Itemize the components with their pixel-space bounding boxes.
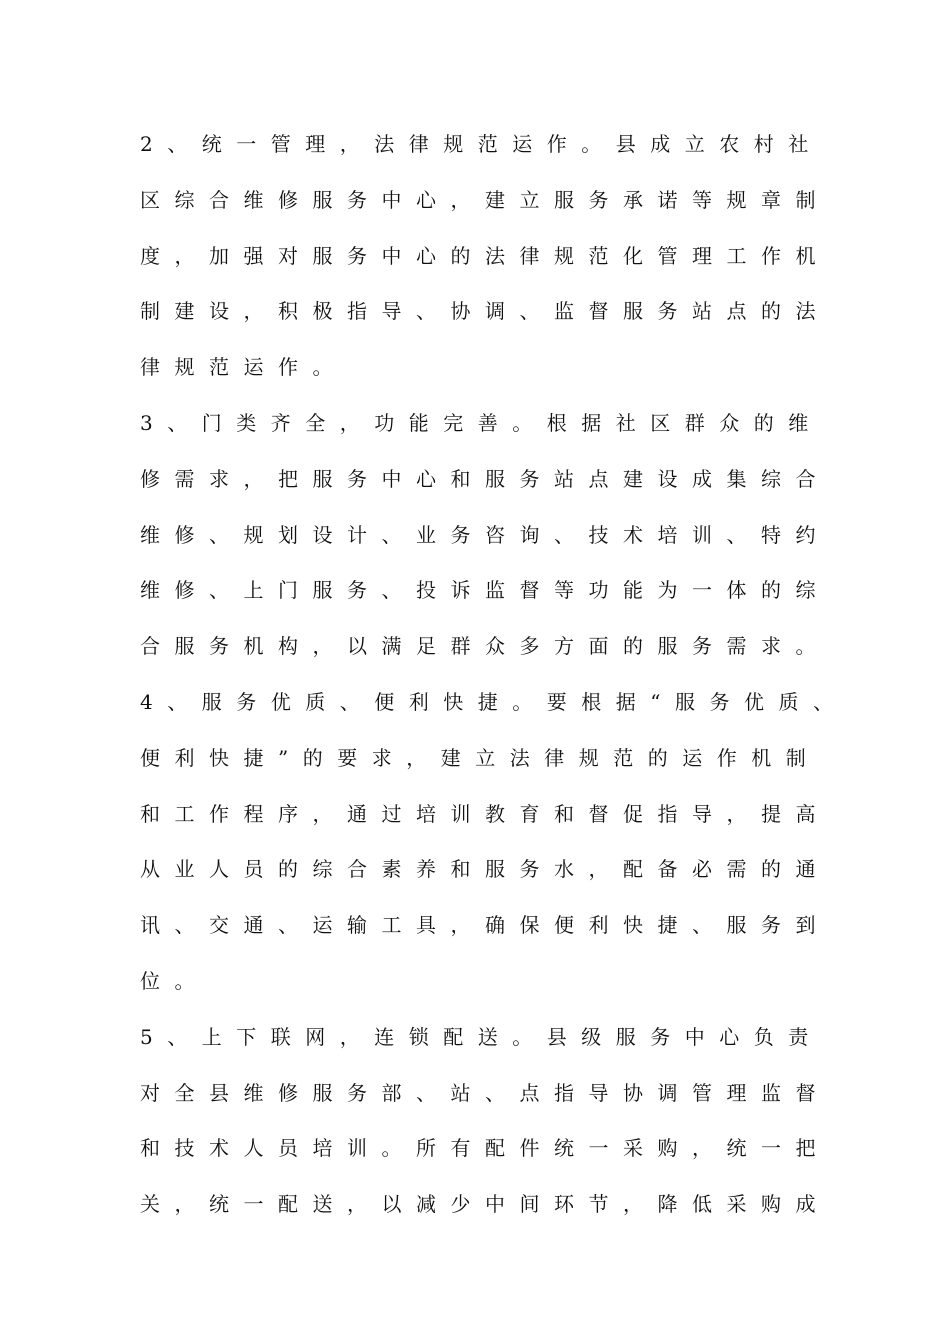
- text-line: 5、上下联网，连锁配送。县级服务中心负责: [140, 1024, 823, 1049]
- text-line: 律规范运作。: [140, 355, 347, 380]
- text-line: 合服务机构，以满足群众多方面的服务需求。: [140, 634, 830, 659]
- text-line: 讯、交通、运输工具，确保便利快捷、服务到: [140, 913, 830, 938]
- body-text: [140, 126, 848, 1242]
- text-line: 从业人员的综合素养和服务水，配备必需的通: [140, 857, 830, 882]
- text-line: 修需求，把服务中心和服务站点建设成集综合: [140, 466, 830, 491]
- text-line: 维修、规划设计、业务咨询、技术培训、特约: [140, 522, 830, 547]
- text-line: 对全县维修服务部、站、点指导协调管理监督: [140, 1080, 830, 1105]
- text-line: 和技术人员培训。所有配件统一采购，统一把: [140, 1136, 830, 1161]
- text-line: 度，加强对服务中心的法律规范化管理工作机: [140, 243, 830, 268]
- text-line: 位。: [140, 968, 209, 993]
- text-line: 2、统一管理，法律规范运作。县成立农村社: [140, 132, 823, 156]
- text-line: 3、门类齐全，功能完善。根据社区群众的维: [140, 410, 823, 435]
- text-line: 便利快捷”的要求，建立法律规范的运作机制: [140, 745, 821, 770]
- text-line: 制建设，积极指导、协调、监督服务站点的法: [140, 299, 830, 324]
- text-line: 维修、上门服务、投诉监督等功能为一体的综: [140, 578, 830, 603]
- text-line: 4、服务优质、便利快捷。要根据“服务优质、: [140, 689, 848, 714]
- text-line: 和工作程序，通过培训教育和督促指导，提高: [140, 801, 830, 826]
- text-line: 区综合维修服务中心，建立服务承诺等规章制: [140, 187, 830, 212]
- text-line: 关，统一配送，以减少中间环节，降低采购成: [140, 1192, 830, 1217]
